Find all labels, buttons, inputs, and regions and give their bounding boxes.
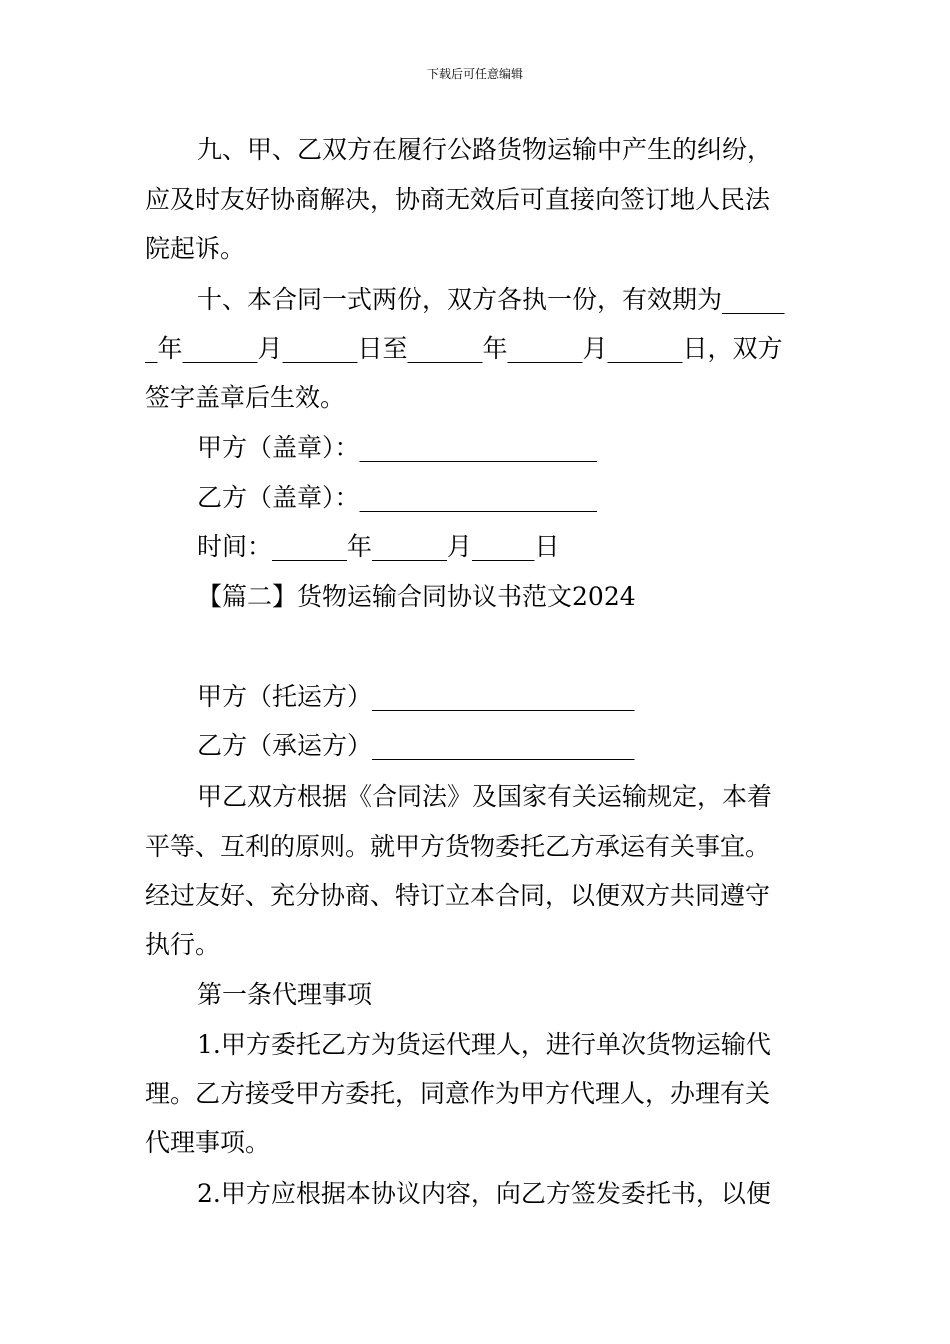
preamble-line-3: 经过友好、充分协商、特订立本合同，以便双方共同遵守 xyxy=(145,881,771,910)
clause-10-line-1: 十、本合同一式两份，双方各执一份，有效期为_____ xyxy=(197,285,785,314)
item-1-line-3: 代理事项。 xyxy=(145,1128,271,1157)
section-2-heading: 【篇二】货物运输合同协议书范文2024 xyxy=(197,582,636,611)
party-b-seal-line: 乙方（盖章）：___________________ xyxy=(197,483,598,512)
clause-9-line-2: 应及时友好协商解决，协商无效后可直接向签订地人民法 xyxy=(145,185,771,214)
party-a-seal-line: 甲方（盖章）：___________________ xyxy=(197,433,598,462)
item-2-line-1: 2.甲方应根据本协议内容，向乙方签发委托书，以便 xyxy=(197,1179,771,1208)
date-line: 时间：______年______月_____日 xyxy=(197,532,560,561)
preamble-line-1: 甲乙双方根据《合同法》及国家有关运输规定，本着 xyxy=(197,782,773,811)
item-1-line-1: 1.甲方委托乙方为货运代理人，进行单次货物运输代 xyxy=(197,1030,771,1059)
clause-10-line-3: 签字盖章后生效。 xyxy=(145,383,346,412)
clause-10-line-2: _年______月______日至______年______月______日，双方 xyxy=(145,334,783,363)
clause-9-line-3: 院起诉。 xyxy=(145,234,246,263)
article-1-heading: 第一条代理事项 xyxy=(197,980,373,1009)
page-header-note: 下载后可任意编辑 xyxy=(426,67,523,81)
preamble-line-2: 平等、互利的原则。就甲方货物委托乙方承运有关事宜。 xyxy=(145,832,771,861)
preamble-line-4: 执行。 xyxy=(145,930,221,959)
clause-9-line-1: 九、甲、乙双方在履行公路货物运输中产生的纠纷， xyxy=(197,135,773,164)
party-a-shipper-line: 甲方（托运方）_____________________ xyxy=(197,682,635,711)
party-b-carrier-line: 乙方（承运方）_____________________ xyxy=(197,731,635,760)
item-1-line-2: 理。乙方接受甲方委托，同意作为甲方代理人，办理有关 xyxy=(145,1079,771,1108)
